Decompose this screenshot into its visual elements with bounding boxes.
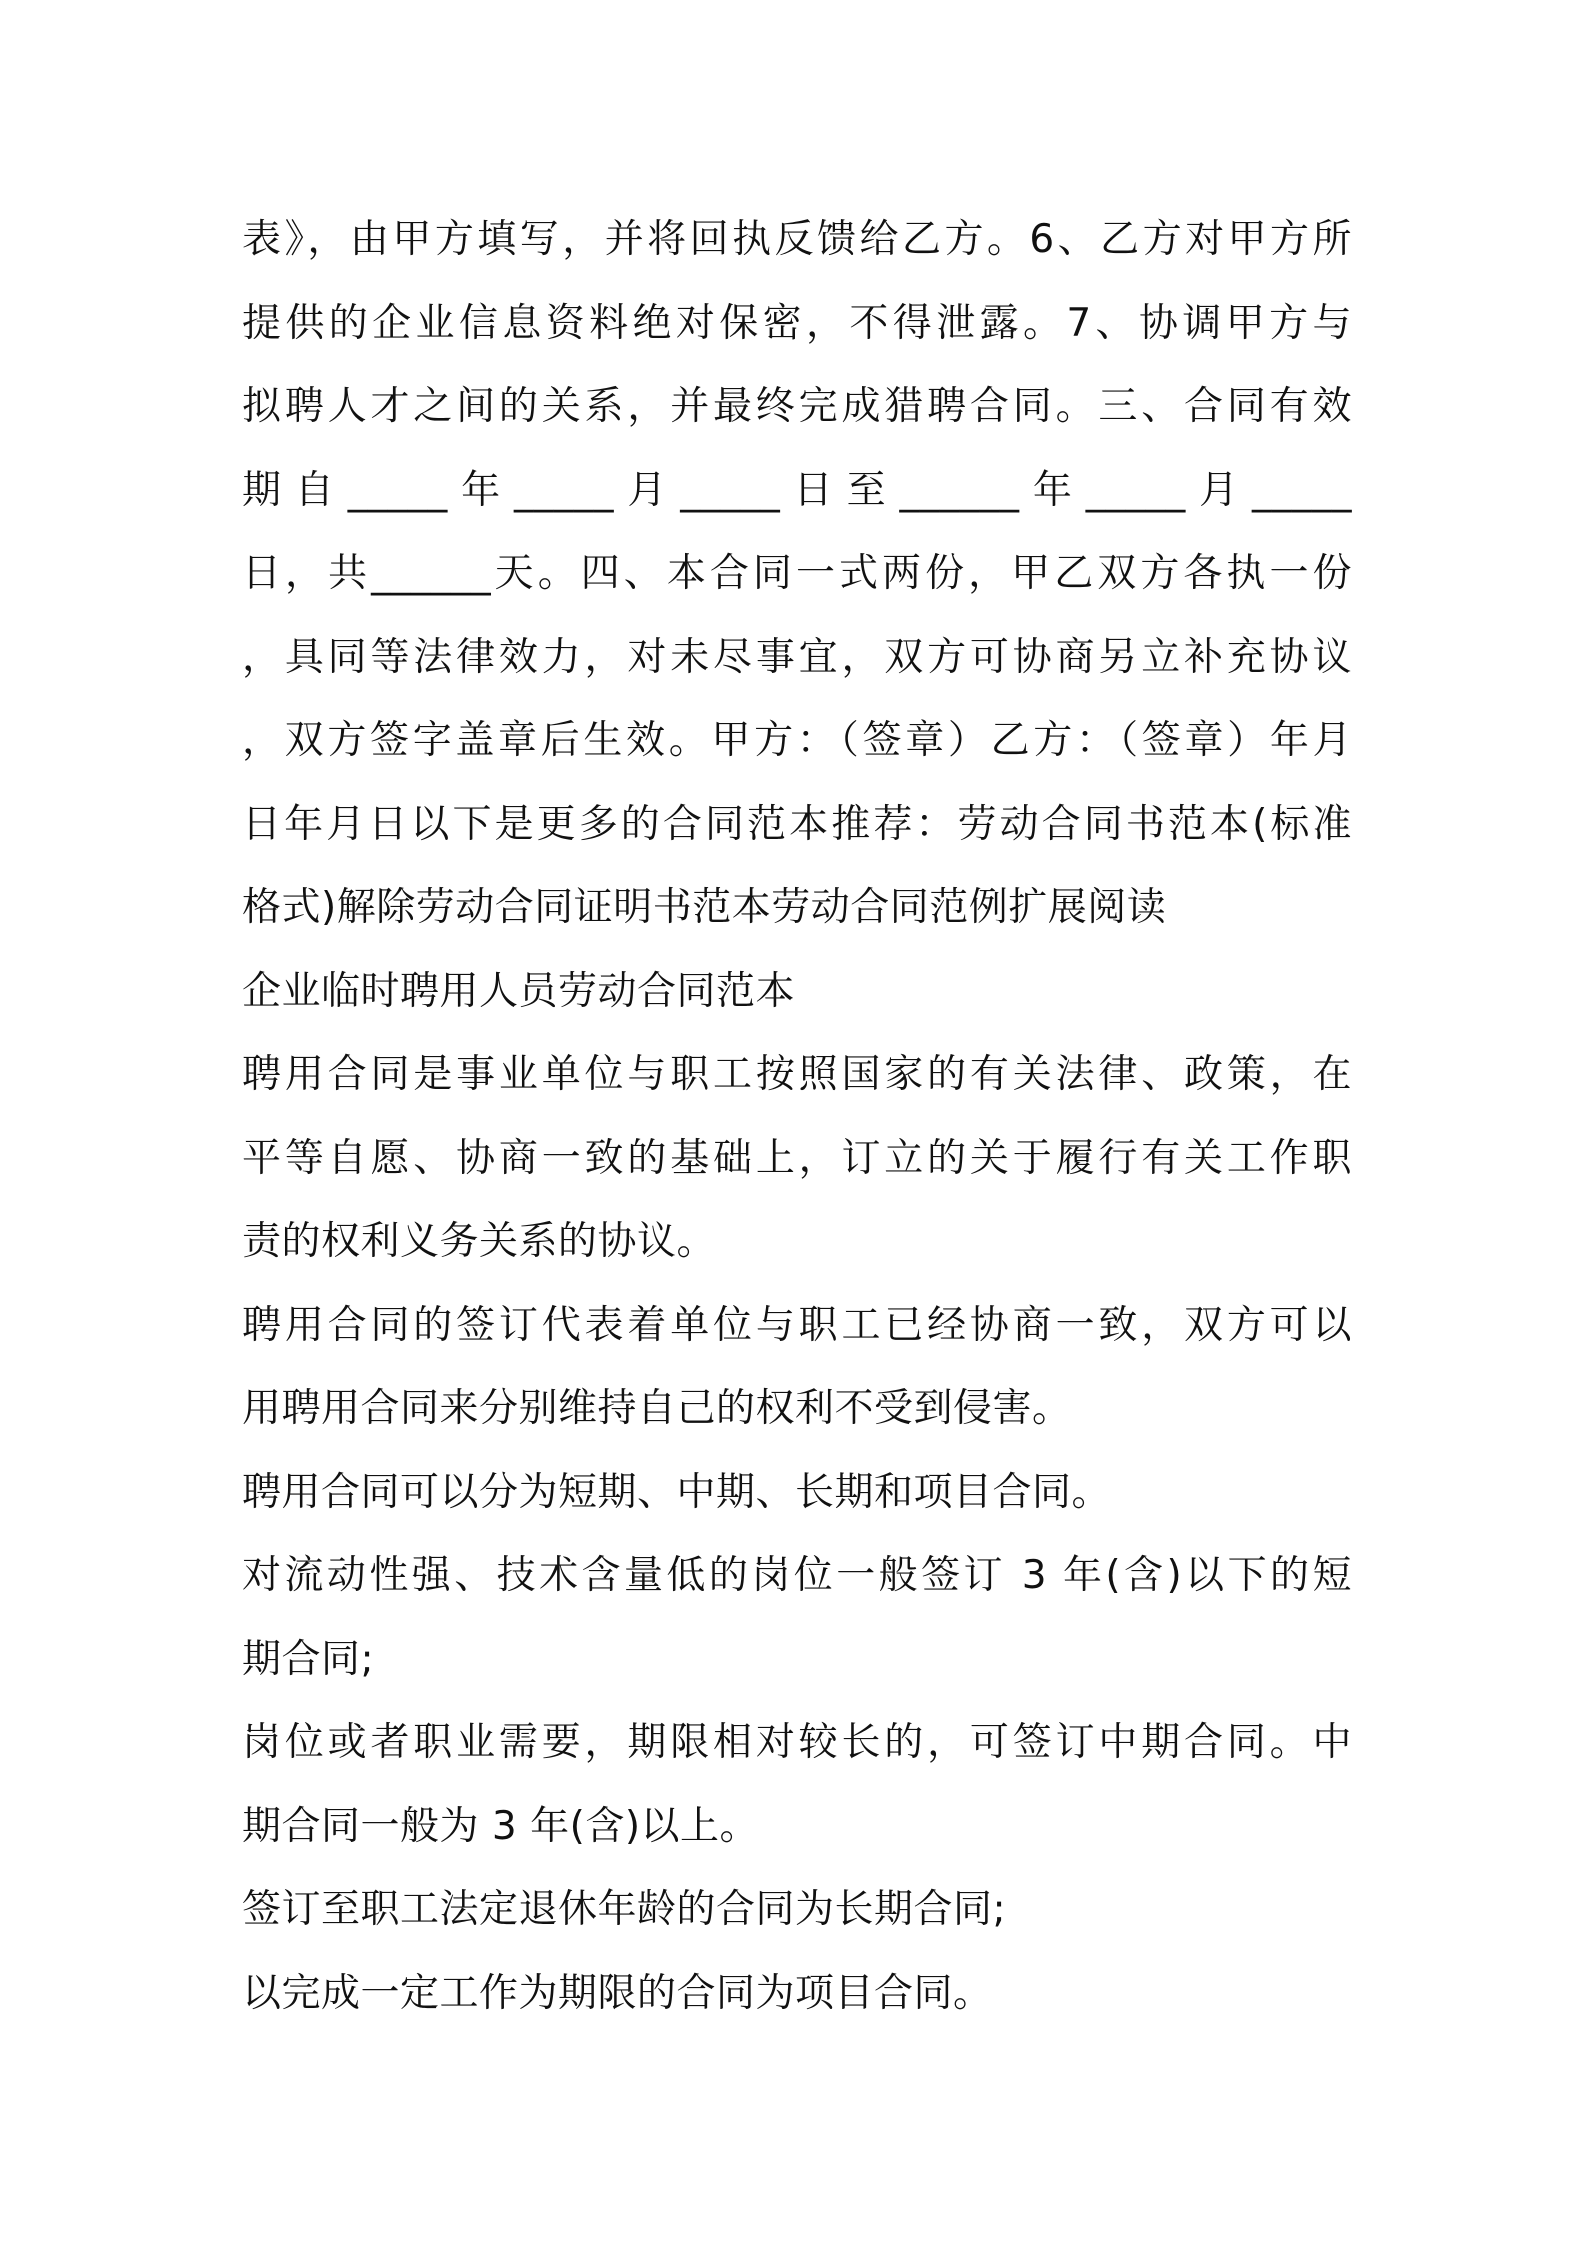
text-line: 对流动性强、技术含量低的岗位一般签订 3 年(含)以下的短 bbox=[242, 1553, 1352, 1598]
text-line: 聘用合同是事业单位与职工按照国家的有关法律、政策，在 bbox=[242, 1052, 1352, 1097]
text-line: 以完成一定工作为期限的合同为项目合同。 bbox=[242, 1970, 993, 2016]
text-line: ，具同等法律效力，对未尽事宜，双方可协商另立补充协议 bbox=[242, 634, 1352, 680]
text-line: 用聘用合同来分别维持自己的权利不受到侵害。 bbox=[242, 1386, 1072, 1431]
text-line: 日年月日以下是更多的合同范本推荐：劳动合同书范本(标准 bbox=[242, 801, 1352, 847]
text-line: 期合同一般为 3 年(含)以上。 bbox=[242, 1803, 760, 1849]
text-line: 表》，由甲方填写，并将回执反馈给乙方。6、乙方对甲方所 bbox=[242, 217, 1352, 262]
section-heading: 企业临时聘用人员劳动合同范本 bbox=[242, 968, 796, 1014]
text-line: 期自_____年_____月_____日至______年_____月_____ bbox=[242, 467, 1352, 513]
text-line: 期合同; bbox=[242, 1636, 375, 1682]
text-line: ，双方签字盖章后生效。甲方：（签章）乙方：（签章）年月 bbox=[242, 718, 1352, 763]
text-line: 岗位或者职业需要，期限相对较长的，可签订中期合同。中 bbox=[242, 1720, 1352, 1765]
document-body bbox=[242, 198, 1352, 2035]
text-line: 提供的企业信息资料绝对保密，不得泄露。7、协调甲方与 bbox=[242, 300, 1352, 346]
text-line: 责的权利义务关系的协议。 bbox=[242, 1219, 717, 1264]
text-line: 日，共______天。四、本合同一式两份，甲乙双方各执一份 bbox=[242, 551, 1352, 596]
text-line: 聘用合同可以分为短期、中期、长期和项目合同。 bbox=[242, 1469, 1112, 1515]
text-line: 签订至职工法定退休年龄的合同为长期合同; bbox=[242, 1887, 1007, 1932]
text-line: 拟聘人才之间的关系，并最终完成猎聘合同。三、合同有效 bbox=[242, 384, 1352, 429]
text-line: 平等自愿、协商一致的基础上，订立的关于履行有关工作职 bbox=[242, 1135, 1352, 1181]
text-line: 聘用合同的签订代表着单位与职工已经协商一致，双方可以 bbox=[242, 1302, 1352, 1348]
text-line: 格式)解除劳动合同证明书范本劳动合同范例扩展阅读 bbox=[242, 885, 1167, 930]
